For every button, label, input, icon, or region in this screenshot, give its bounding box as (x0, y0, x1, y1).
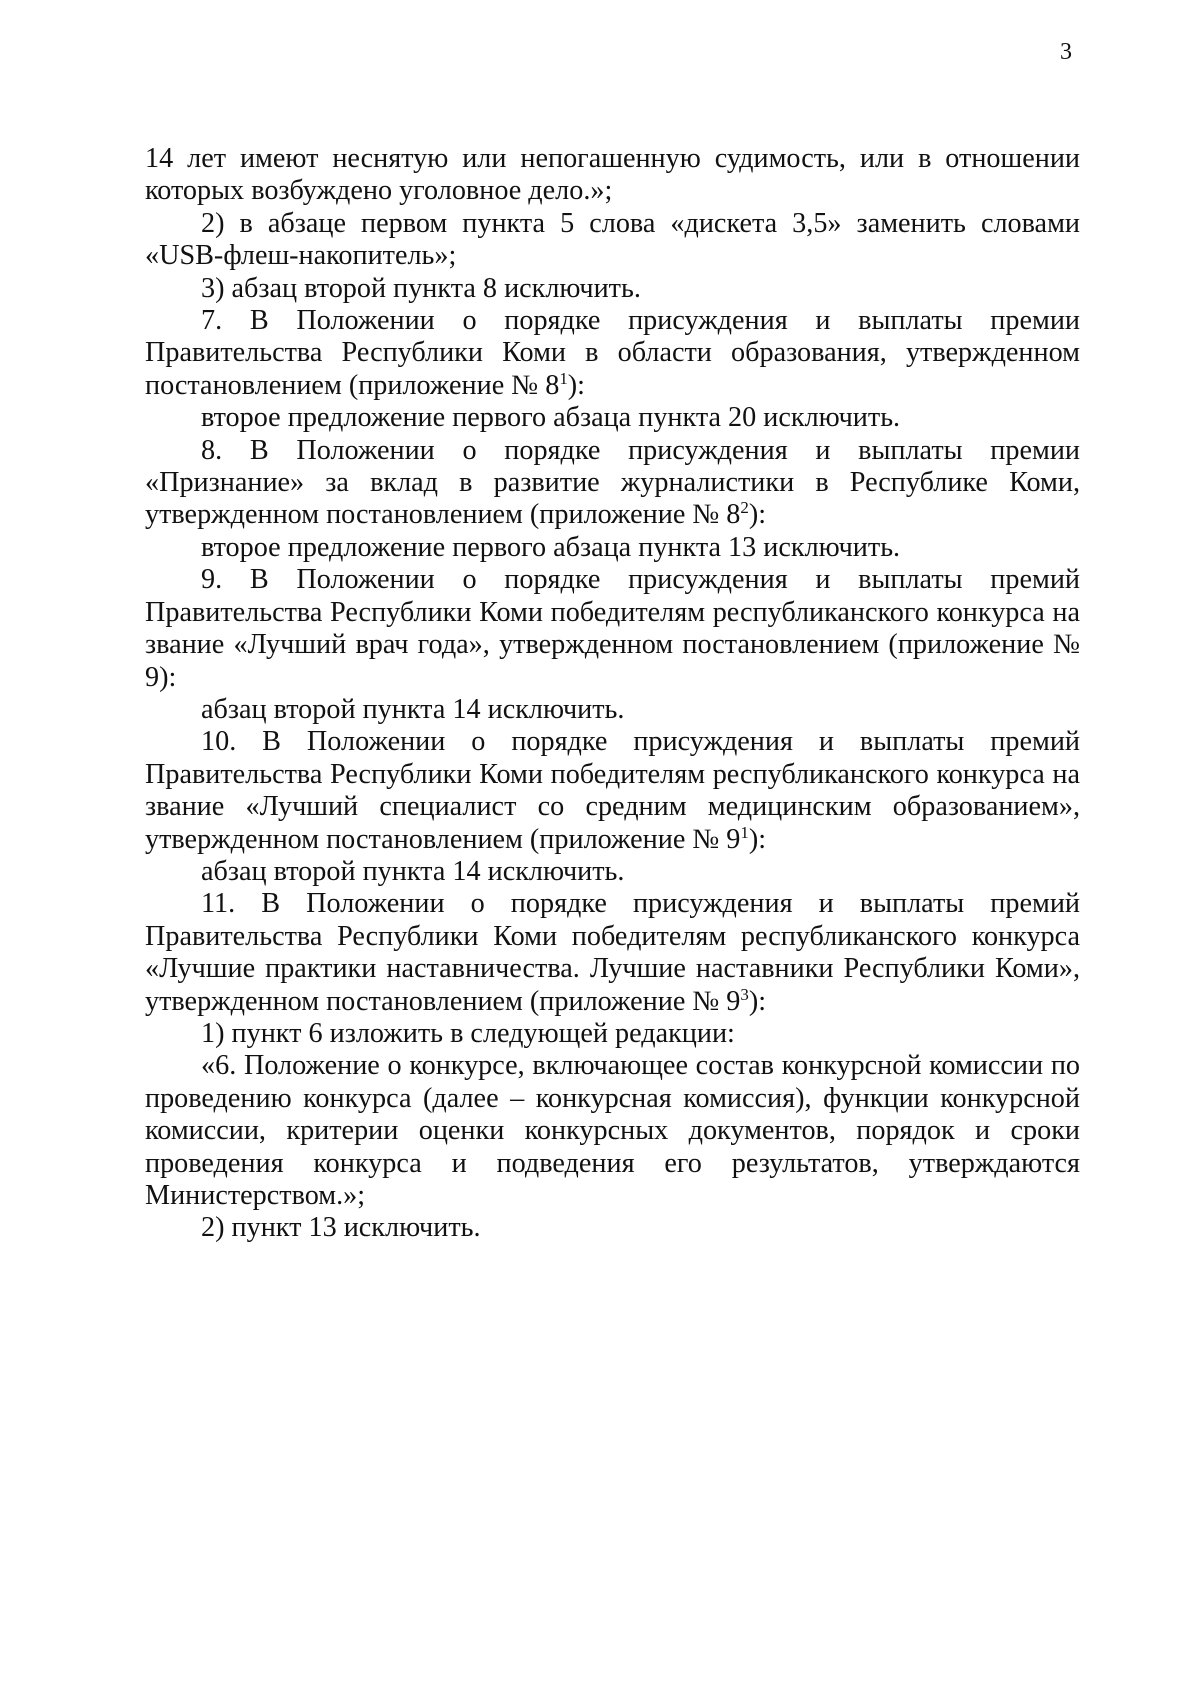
paragraph-text-after: ): (748, 499, 767, 531)
paragraph-text: «6. Положение о конкурсе, включающее состав конкурсной комиссии по проведению конкурса (далее – конкурсная комиссия), функции конкурсной комиссии, критерии оценки конкурсных документов, порядок и сроки проведения конкурса и подведения его результатов, утверждаются Министерством.»; (145, 1050, 1080, 1211)
paragraph-text: второе предложение первого абзаца пункта 13 исключить. (201, 531, 901, 563)
paragraph-section-10-change (145, 856, 1080, 888)
paragraph-text: 2) в абзаце первом пункта 5 слова «дискета 3,5» заменить словами «USB-флеш-накопитель»; (145, 207, 1080, 272)
paragraph-text: 1) пункт 6 изложить в следующей редакции: (201, 1017, 735, 1049)
paragraph-section-8-change (145, 532, 1080, 564)
paragraph-section-11-item-1 (145, 1018, 1080, 1050)
paragraph-item-3 (145, 273, 1080, 305)
paragraph-text: 8. В Положении о порядке присуждения и выплаты премии «Признание» за вклад в развитие журналистики в Республике Коми, утвержденном постановлением (приложение № 8 (145, 434, 1080, 531)
paragraph-section-9-change (145, 694, 1080, 726)
paragraph-text: 7. В Положении о порядке присуждения и выплаты премии Правительства Республики Коми в области образования, утвержденном постановлением (приложение № 8 (145, 305, 1080, 401)
superscript: 1 (740, 822, 749, 842)
paragraph-section-11 (145, 888, 1080, 1018)
superscript: 2 (740, 498, 749, 518)
superscript: 1 (559, 368, 568, 388)
paragraph-section-10 (145, 726, 1080, 856)
page-number: 3 (1060, 39, 1072, 65)
paragraph-text: 2) пункт 13 исключить. (201, 1212, 481, 1244)
paragraph-item-2 (145, 208, 1080, 273)
paragraph-section-8 (145, 435, 1080, 532)
paragraph-text: 11. В Положении о порядке присуждения и выплаты премий Правительства Республики Коми победителям республиканского конкурса «Лучшие практики наставничества. Лучшие наставники Республики Коми», утвержденном постановлением (приложение № 9 (145, 888, 1080, 1017)
paragraph-text: абзац второй пункта 14 исключить. (201, 855, 625, 887)
paragraph-text-after: ): (748, 823, 767, 855)
paragraph-text: 3) абзац второй пункта 8 исключить. (201, 272, 641, 304)
document-body (145, 143, 1080, 1245)
paragraph-text: 14 лет имеют неснятую или непогашенную судимость, или в отношении которых возбуждено уголовное дело.»; (145, 143, 1080, 207)
superscript: 3 (740, 984, 749, 1004)
paragraph-text: второе предложение первого абзаца пункта 20 исключить. (201, 402, 901, 434)
paragraph-section-7-change (145, 402, 1080, 434)
paragraph-continuation (145, 143, 1080, 208)
paragraph-section-7 (145, 305, 1080, 402)
paragraph-text-after: ): (748, 985, 767, 1017)
paragraph-section-11-item-2 (145, 1212, 1080, 1244)
paragraph-text: абзац второй пункта 14 исключить. (201, 693, 625, 725)
paragraph-text: 10. В Положении о порядке присуждения и выплаты премий Правительства Республики Коми победителям республиканского конкурса на звание «Лучший специалист со средним медицинским образованием», утвержденном постановлением (приложение № 9 (145, 726, 1080, 855)
paragraph-text: 9. В Положении о порядке присуждения и выплаты премий Правительства Республики Коми победителям республиканского конкурса на звание «Лучший врач года», утвержденном постановлением (приложение № 9): (145, 564, 1080, 693)
paragraph-section-9 (145, 564, 1080, 694)
paragraph-text-after: ): (567, 369, 585, 401)
paragraph-quoted-new-text (145, 1050, 1080, 1212)
